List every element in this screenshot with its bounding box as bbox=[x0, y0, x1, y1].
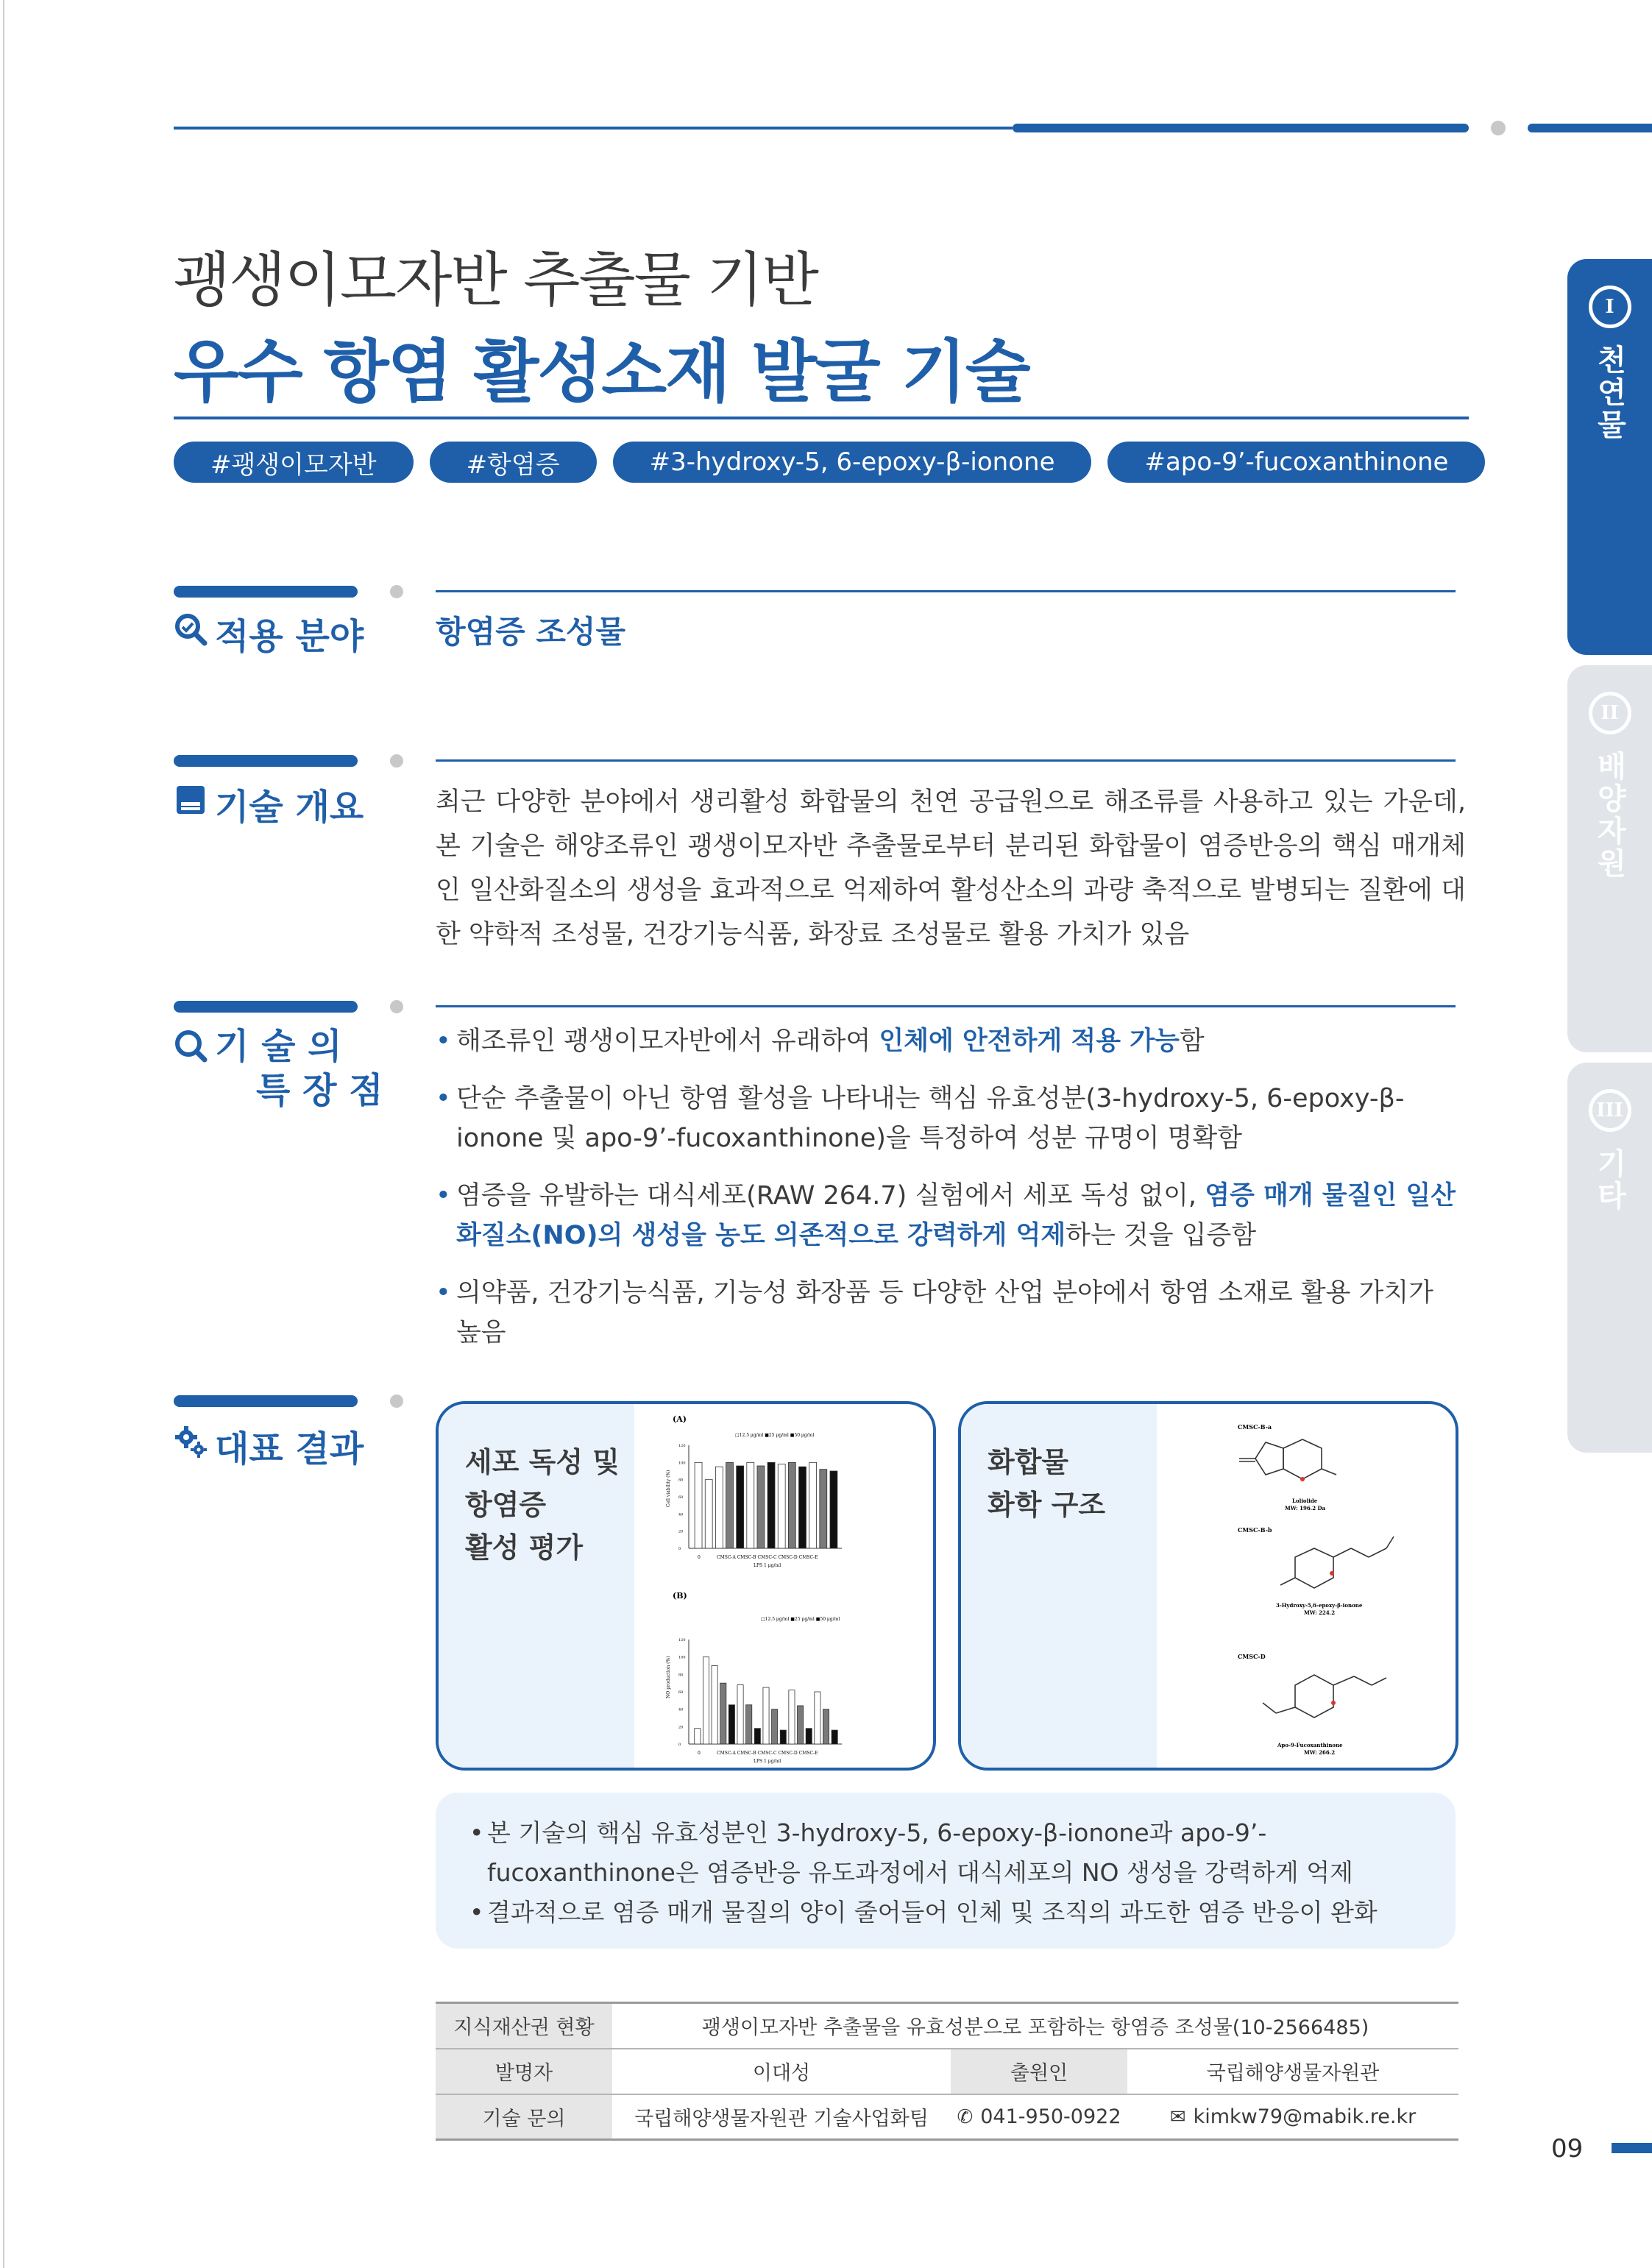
chart-bar bbox=[778, 1464, 785, 1548]
page-number-bar bbox=[1612, 2143, 1652, 2153]
chart-bar bbox=[703, 1657, 709, 1744]
page-edge-line bbox=[3, 0, 4, 2268]
structure-name: Apo-9-Fucoxanthinone bbox=[1277, 1742, 1343, 1748]
structure-mw: MW: 224.2 bbox=[1304, 1609, 1336, 1616]
structure-name: Loliolide bbox=[1292, 1498, 1318, 1504]
section-title-text: 대표 결과 bbox=[215, 1428, 364, 1470]
chart-b-ylabel: NO production (%) bbox=[666, 1656, 671, 1698]
side-tab-others[interactable] bbox=[1567, 1063, 1652, 1453]
fucoxanthinone-structure bbox=[1263, 1675, 1386, 1718]
bar-chart-figure bbox=[643, 1411, 929, 1765]
structure-mw: MW: 196.2 Da bbox=[1285, 1505, 1326, 1512]
chart-bar bbox=[798, 1706, 804, 1744]
contact-org: 국립해양생물자원관 기술사업화팀 bbox=[612, 2094, 951, 2140]
summary-item: • 결과적으로 염증 매개 물질의 양이 줄어들어 인체 및 조직의 과도한 염증 반응이 완화 bbox=[469, 1893, 1429, 1932]
chart-bar bbox=[830, 1471, 837, 1548]
chart-a-groups: CMSC-A CMSC-B CMSC-C CMSC-D CMSC-E bbox=[717, 1555, 818, 1560]
section-title-text: 적용 분야 bbox=[215, 616, 364, 657]
result-box-label: 화합물 화학 구조 bbox=[988, 1446, 1106, 1521]
chart-bar bbox=[726, 1462, 734, 1548]
chart-b-xlabel: LPS 1 μg/ml bbox=[754, 1759, 781, 1764]
chart-a-legend: □12.5 μg/ml ■25 μg/ml ■50 μg/ml bbox=[735, 1433, 815, 1438]
y-tick-label: 80 bbox=[678, 1478, 684, 1483]
page-number: 09 bbox=[1551, 2134, 1584, 2164]
email-address[interactable]: kimkw79@mabik.re.kr bbox=[1193, 2105, 1417, 2128]
summary-item: • 본 기술의 핵심 유효성분인 3-hydroxy-5, 6-epoxy-β-ionone과 apo-9’-fucoxanthinone은 염증반응 유도과정에서 대식세포의 NO 생성을 강력하게 억제 bbox=[469, 1813, 1429, 1893]
ionone-structure bbox=[1280, 1537, 1394, 1588]
email-cell bbox=[1127, 2094, 1458, 2140]
structure-code: CMSC-B-a bbox=[1238, 1423, 1272, 1431]
y-tick-label: 0 bbox=[678, 1547, 681, 1551]
y-tick-label: 100 bbox=[678, 1655, 686, 1660]
chart-bar bbox=[763, 1687, 769, 1744]
chart-b-bars bbox=[695, 1657, 838, 1744]
chart-a-xlabel: LPS 1 μg/ml bbox=[754, 1563, 781, 1568]
chart-a-ylabel: Cell viability (%) bbox=[666, 1470, 671, 1507]
chart-b-groups: CMSC-A CMSC-B CMSC-C CMSC-D CMSC-E bbox=[717, 1751, 818, 1756]
chart-bar bbox=[757, 1466, 765, 1548]
section-title-field bbox=[174, 608, 364, 659]
top-rule-accent bbox=[1013, 124, 1469, 132]
chart-bar bbox=[767, 1462, 775, 1548]
list-item: • 해조류인 괭생이모자반에서 유래하여 인체에 안전하게 적용 가능함 bbox=[436, 1021, 1466, 1061]
y-tick-label: 40 bbox=[678, 1707, 684, 1712]
structure-code: CMSC-D bbox=[1238, 1653, 1266, 1660]
tag-ionone: #3-hydroxy-5, 6-epoxy-β-ionone bbox=[613, 442, 1092, 483]
structure-name: 3-Hydroxy-5,6-epoxy-β-ionone bbox=[1276, 1602, 1363, 1609]
keyword-tags bbox=[174, 442, 1485, 483]
chart-a-zero: 0 bbox=[698, 1555, 701, 1560]
section-bar bbox=[174, 1395, 358, 1407]
phone-cell bbox=[951, 2094, 1127, 2140]
patent-value: 괭생이모자반 추출물을 유효성분으로 포함하는 항염증 조성물(10-2566485) bbox=[612, 2003, 1458, 2049]
y-tick-label: 20 bbox=[678, 1725, 684, 1730]
tab-number-badge: II bbox=[1589, 692, 1631, 734]
gears-icon bbox=[174, 1425, 208, 1459]
section-bar bbox=[174, 586, 358, 598]
chart-b-legend: □12.5 μg/ml ■25 μg/ml ■50 μg/ml bbox=[761, 1617, 840, 1622]
structure-mw: MW: 266.2 bbox=[1304, 1749, 1336, 1756]
phone-icon: ✆ bbox=[957, 2105, 974, 2128]
y-tick-label: 60 bbox=[678, 1495, 684, 1500]
chart-bar bbox=[754, 1729, 760, 1744]
list-item: • 단순 추출물이 아닌 항염 활성을 나타내는 핵심 유효성분(3-hydroxy-5, 6-epoxy-β-ionone 및 apo-9’-fucoxanthinone)을 특정하여 성분 규명이 명확함 bbox=[436, 1079, 1466, 1158]
chart-bar bbox=[715, 1467, 723, 1548]
chart-bar bbox=[705, 1480, 712, 1548]
top-rule-dot bbox=[1491, 121, 1506, 135]
chart-b-panel-label: (B) bbox=[673, 1591, 687, 1601]
section-title-text: 특 장 점 bbox=[256, 1070, 383, 1111]
y-tick-label: 120 bbox=[678, 1444, 686, 1448]
section-bar bbox=[174, 1001, 358, 1013]
side-tab-natural-products[interactable] bbox=[1567, 259, 1652, 655]
tab-label: 배양자원 bbox=[1592, 751, 1626, 880]
chart-b-zero: 0 bbox=[698, 1751, 701, 1756]
chart-bar bbox=[772, 1709, 778, 1744]
inventor-value: 이대성 bbox=[612, 2049, 951, 2094]
y-tick-label: 80 bbox=[678, 1673, 684, 1678]
chart-bar bbox=[695, 1729, 701, 1744]
chart-bar bbox=[720, 1683, 726, 1744]
section-title-results bbox=[174, 1420, 364, 1471]
chart-bar bbox=[712, 1666, 717, 1745]
chart-bar bbox=[823, 1709, 829, 1744]
table-row bbox=[436, 2003, 1458, 2049]
applicant-value: 국립해양생물자원관 bbox=[1127, 2049, 1458, 2094]
page-subtitle: 괭생이모자반 추출물 기반 bbox=[174, 246, 818, 314]
section-dot bbox=[390, 1000, 403, 1013]
section-bar bbox=[174, 755, 358, 767]
feature-list bbox=[436, 1021, 1466, 1370]
table-label: 지식재산권 현황 bbox=[436, 2003, 612, 2049]
phone-number[interactable]: 041-950-0922 bbox=[980, 2105, 1121, 2128]
top-rule-right bbox=[1528, 124, 1652, 132]
list-item: • 의약품, 건강기능식품, 기능성 화장품 등 다양한 산업 분야에서 항염 소재로 활용 가치가 높음 bbox=[436, 1273, 1466, 1353]
chart-bar bbox=[832, 1730, 837, 1744]
section-title-text: 기술 개요 bbox=[215, 787, 364, 828]
result-box-cytotoxicity bbox=[436, 1401, 936, 1771]
chart-bar bbox=[747, 1462, 754, 1548]
chart-bar bbox=[789, 1690, 795, 1744]
search-icon bbox=[174, 612, 208, 646]
section-dot bbox=[390, 1395, 403, 1408]
table-label: 출원인 bbox=[951, 2049, 1127, 2094]
chart-a-bars bbox=[695, 1462, 837, 1548]
y-tick-label: 40 bbox=[678, 1512, 684, 1517]
email-icon: ✉ bbox=[1169, 2105, 1186, 2128]
structure-code: CMSC-B-b bbox=[1238, 1526, 1272, 1534]
magnifier-icon bbox=[174, 1029, 208, 1063]
section-rule bbox=[436, 590, 1456, 592]
tab-number-badge: I bbox=[1589, 286, 1631, 328]
y-tick-label: 60 bbox=[678, 1690, 684, 1695]
tag-sargassum: #괭생이모자반 bbox=[174, 442, 414, 483]
chart-bar bbox=[820, 1470, 827, 1548]
chart-bar bbox=[806, 1729, 812, 1744]
ip-info-table bbox=[436, 2002, 1458, 2141]
chart-bar bbox=[728, 1705, 734, 1744]
table-label: 기술 문의 bbox=[436, 2094, 612, 2140]
chart-bar bbox=[815, 1692, 820, 1744]
result-box-structures bbox=[958, 1401, 1458, 1771]
application-field-value: 항염증 조성물 bbox=[436, 614, 626, 650]
loliolide-structure bbox=[1239, 1439, 1336, 1481]
chart-a-panel-label: (A) bbox=[673, 1414, 687, 1424]
section-dot bbox=[390, 754, 403, 768]
section-title-text: 기 술 의 bbox=[215, 1026, 342, 1067]
table-row bbox=[436, 2094, 1458, 2140]
tab-label: 기타 bbox=[1592, 1148, 1626, 1213]
chart-bar bbox=[780, 1730, 786, 1744]
chart-bar bbox=[746, 1705, 752, 1744]
document-icon bbox=[174, 783, 208, 817]
section-dot bbox=[390, 585, 403, 598]
chart-bar bbox=[788, 1462, 795, 1548]
section-title-features bbox=[174, 1024, 383, 1113]
top-rule bbox=[174, 127, 1013, 130]
y-tick-label: 100 bbox=[678, 1461, 686, 1466]
chart-bar bbox=[737, 1466, 744, 1548]
side-tab-culture-resources[interactable] bbox=[1567, 665, 1652, 1052]
table-label: 발명자 bbox=[436, 2049, 612, 2094]
chart-bar bbox=[695, 1462, 702, 1548]
tag-anti-inflammation: #항염증 bbox=[430, 442, 597, 483]
y-tick-label: 20 bbox=[678, 1529, 684, 1534]
chemical-structures-figure bbox=[1166, 1411, 1451, 1765]
chart-bar bbox=[799, 1467, 806, 1548]
overview-text: 최근 다양한 분야에서 생리활성 화합물의 천연 공급원으로 해조류를 사용하고 있는 가운데, 본 기술은 해양조류인 괭생이모자반 추출물로부터 분리된 화합물이 염증반응의 핵심 매개체인 일산화질소의 생성을 효과적으로 억제하여 활성산소의 과량 축적으로 발병되는 질환에 대한 약학적 조성물, 건강기능식품, 화장료 조성물로 활용 가치가 있음 bbox=[436, 787, 1466, 949]
list-item: • 염증을 유발하는 대식세포(RAW 264.7) 실험에서 세포 독성 없이, 염증 매개 물질인 일산화질소(NO)의 생성을 농도 의존적으로 강력하게 억제하는 것을 입증함 bbox=[436, 1176, 1466, 1255]
tab-label: 천연물 bbox=[1592, 344, 1626, 442]
tag-fucoxanthinone: #apo-9’-fucoxanthinone bbox=[1107, 442, 1485, 483]
y-tick-label: 0 bbox=[678, 1743, 681, 1747]
tab-number-badge: III bbox=[1589, 1089, 1631, 1132]
section-rule bbox=[436, 1005, 1456, 1007]
results-summary bbox=[436, 1793, 1456, 1949]
chart-bar bbox=[737, 1685, 743, 1744]
y-tick-label: 120 bbox=[678, 1638, 686, 1642]
title-divider bbox=[174, 417, 1469, 419]
chart-bar bbox=[809, 1462, 817, 1548]
result-box-label: 세포 독성 및 항염증 활성 평가 bbox=[465, 1446, 620, 1564]
page-title: 우수 항염 활성소재 발굴 기술 bbox=[174, 333, 1029, 411]
section-title-overview bbox=[174, 779, 364, 829]
table-row bbox=[436, 2049, 1458, 2094]
section-rule bbox=[436, 759, 1456, 762]
